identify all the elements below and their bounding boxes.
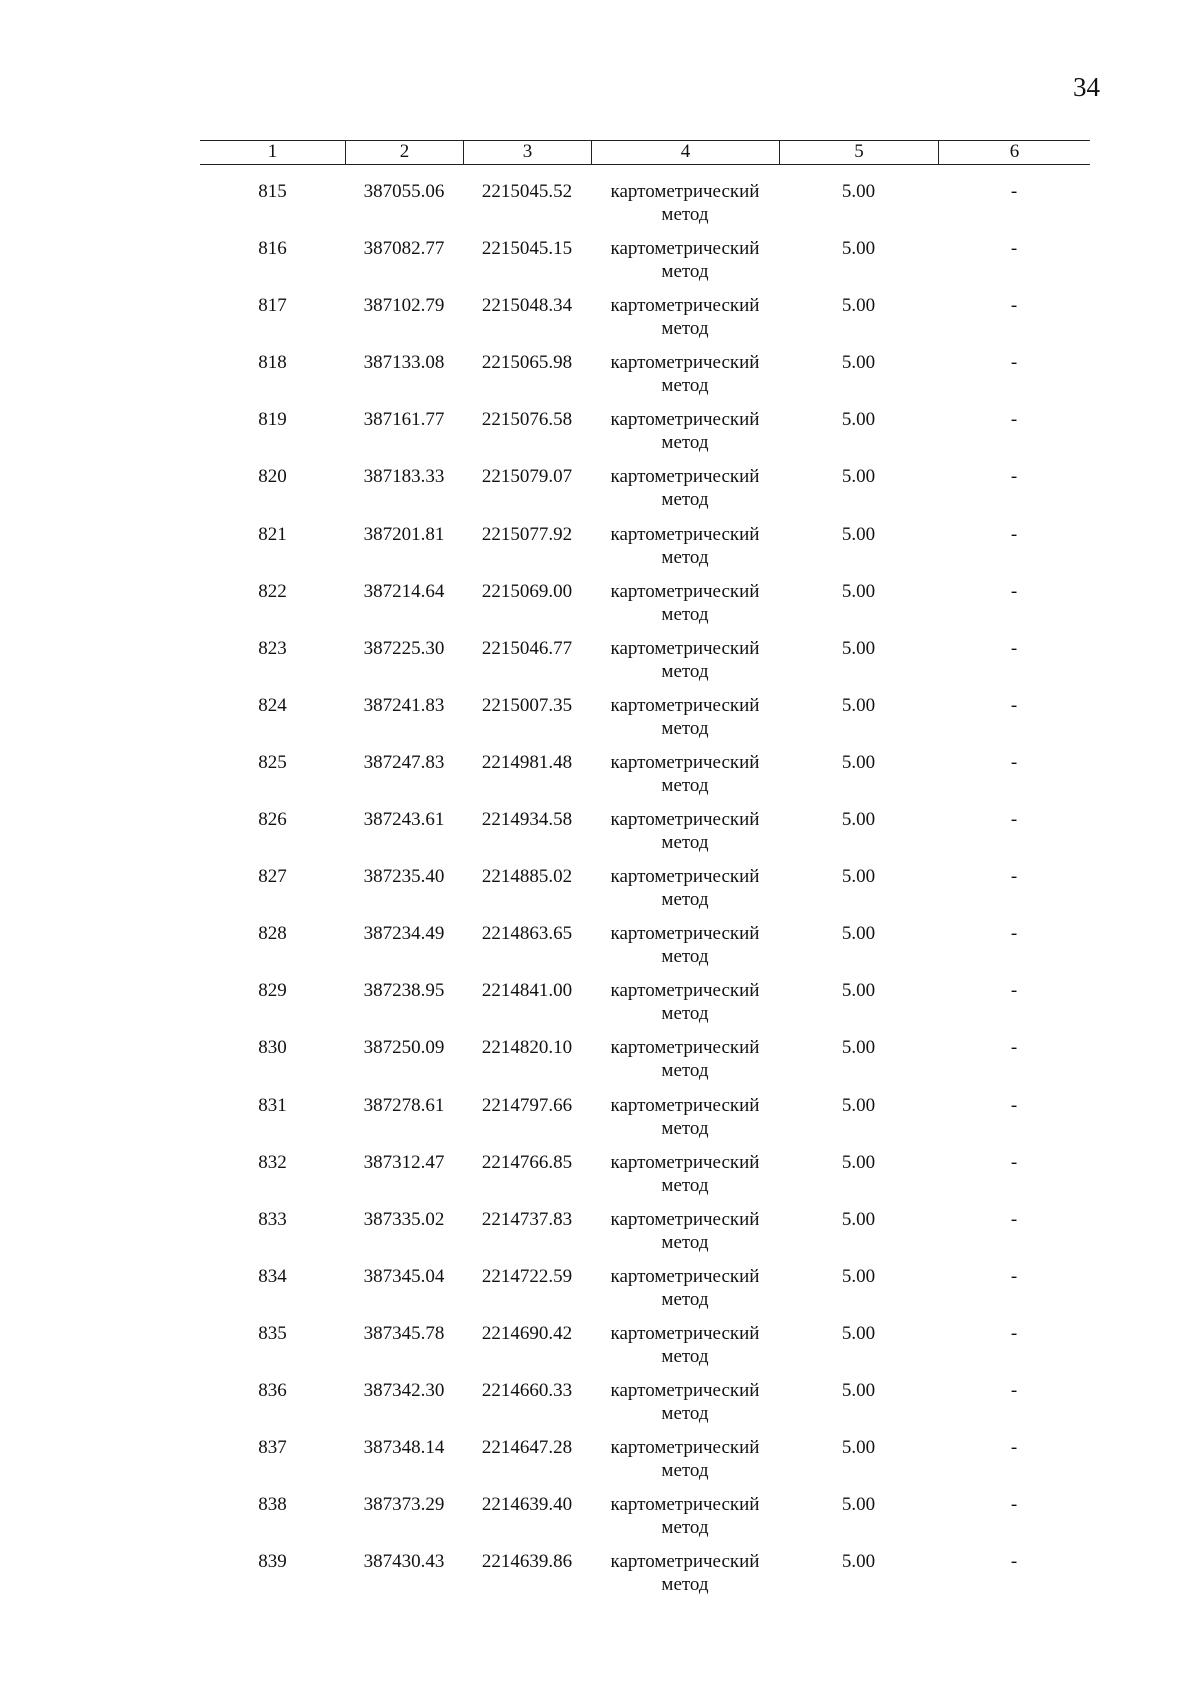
method-text: картометрический	[610, 980, 760, 1002]
coordinate-y: 2214639.40	[481, 1494, 573, 1516]
method-text: картометрический	[610, 1379, 760, 1401]
method-text: картометрический	[610, 1094, 760, 1116]
accuracy-value: 5.00	[841, 1037, 876, 1059]
coordinate-x: 387055.06	[363, 181, 445, 202]
note-value: -	[1010, 1151, 1018, 1173]
coordinate-y: 2215079.07	[481, 466, 573, 488]
table-row	[200, 751, 1090, 808]
method-text: метод	[661, 204, 709, 225]
coordinate-y: 2215069.00	[481, 580, 573, 602]
coordinate-x: 387250.09	[363, 1037, 445, 1059]
note-value: -	[1010, 352, 1018, 374]
note-value: -	[1010, 409, 1018, 431]
method-text: картометрический	[610, 295, 760, 317]
accuracy-value: 5.00	[841, 1437, 876, 1459]
page-number: 34	[1073, 72, 1100, 102]
note-value: -	[1010, 523, 1018, 545]
point-number: 816	[258, 238, 287, 260]
method-text: картометрический	[610, 409, 760, 431]
method-text: метод	[661, 1574, 709, 1596]
method-cell	[591, 637, 779, 694]
method-cell	[591, 180, 779, 237]
point-number: 831	[258, 1094, 287, 1116]
method-text: картометрический	[610, 1437, 760, 1459]
table-row	[200, 1436, 1090, 1493]
method-cell	[591, 922, 779, 979]
note-value: -	[1010, 923, 1018, 945]
method-text: метод	[661, 1345, 709, 1367]
point-number: 817	[258, 295, 287, 317]
point-number: 830	[258, 1037, 287, 1059]
accuracy-value: 5.00	[841, 352, 876, 374]
coordinate-x: 387201.81	[363, 523, 445, 545]
point-number: 821	[258, 523, 287, 545]
accuracy-value: 5.00	[841, 751, 876, 773]
point-number: 815	[258, 181, 287, 202]
coordinate-x: 387238.95	[363, 980, 445, 1002]
coordinate-y: 2215045.15	[481, 238, 573, 260]
table-row	[200, 637, 1090, 694]
column-header-5: 5	[779, 141, 938, 164]
method-text: метод	[661, 1060, 709, 1082]
point-number: 826	[258, 809, 287, 831]
method-cell	[591, 1322, 779, 1379]
accuracy-value: 5.00	[841, 1494, 876, 1516]
method-text: картометрический	[610, 523, 760, 545]
note-value: -	[1010, 1379, 1018, 1401]
table-row	[200, 1379, 1090, 1436]
coordinate-x: 387278.61	[363, 1094, 445, 1116]
accuracy-value: 5.00	[841, 1551, 876, 1573]
table-row	[200, 523, 1090, 580]
method-text: картометрический	[610, 751, 760, 773]
note-value: -	[1010, 1437, 1018, 1459]
table-row	[200, 237, 1090, 294]
coordinate-y: 2214737.83	[481, 1208, 573, 1230]
point-number: 827	[258, 866, 287, 888]
point-number: 835	[258, 1322, 287, 1344]
accuracy-value: 5.00	[841, 409, 876, 431]
point-number: 838	[258, 1494, 287, 1516]
coordinate-x: 387082.77	[363, 238, 445, 260]
method-cell	[591, 294, 779, 351]
method-text: метод	[661, 318, 709, 340]
note-value: -	[1010, 809, 1018, 831]
method-text: картометрический	[610, 238, 760, 260]
point-number: 820	[258, 466, 287, 488]
table-row	[200, 979, 1090, 1036]
coordinate-x: 387183.33	[363, 466, 445, 488]
method-text: метод	[661, 1288, 709, 1310]
column-header-4: 4	[591, 141, 779, 164]
method-text: метод	[661, 717, 709, 739]
table-row	[200, 1208, 1090, 1265]
accuracy-value: 5.00	[841, 466, 876, 488]
table-row	[200, 694, 1090, 751]
coordinate-x: 387234.49	[363, 923, 445, 945]
method-text: метод	[661, 946, 709, 968]
note-value: -	[1010, 1037, 1018, 1059]
point-number: 828	[258, 923, 287, 945]
point-number: 829	[258, 980, 287, 1002]
method-cell	[591, 1379, 779, 1436]
coordinate-y: 2214820.10	[481, 1037, 573, 1059]
coordinate-y: 2215076.58	[481, 409, 573, 431]
method-cell	[591, 979, 779, 1036]
table-row	[200, 1550, 1090, 1607]
table-row	[200, 408, 1090, 465]
coordinate-x: 387345.78	[363, 1322, 445, 1344]
coordinate-x: 387348.14	[363, 1437, 445, 1459]
method-cell	[591, 865, 779, 922]
note-value: -	[1010, 1208, 1018, 1230]
accuracy-value: 5.00	[841, 295, 876, 317]
method-text: метод	[661, 1460, 709, 1482]
note-value: -	[1010, 980, 1018, 1002]
accuracy-value: 5.00	[841, 1094, 876, 1116]
method-text: метод	[661, 546, 709, 568]
accuracy-value: 5.00	[841, 1322, 876, 1344]
point-number: 819	[258, 409, 287, 431]
coordinate-x: 387243.61	[363, 809, 445, 831]
table-row	[200, 1265, 1090, 1322]
table-row	[200, 1151, 1090, 1208]
note-value: -	[1010, 295, 1018, 317]
note-value: -	[1010, 694, 1018, 716]
coordinate-y: 2215077.92	[481, 523, 573, 545]
coordinate-x: 387241.83	[363, 694, 445, 716]
method-cell	[591, 1493, 779, 1550]
method-text: метод	[661, 1517, 709, 1539]
point-number: 825	[258, 751, 287, 773]
table-row	[200, 294, 1090, 351]
method-text: картометрический	[610, 1322, 760, 1344]
method-text: метод	[661, 889, 709, 911]
point-number: 837	[258, 1437, 287, 1459]
coordinate-x: 387214.64	[363, 580, 445, 602]
table-row	[200, 1094, 1090, 1151]
note-value: -	[1010, 181, 1018, 202]
method-text: картометрический	[610, 1551, 760, 1573]
coordinate-y: 2215046.77	[481, 637, 573, 659]
coordinate-x: 387247.83	[363, 751, 445, 773]
accuracy-value: 5.00	[841, 580, 876, 602]
method-text: метод	[661, 832, 709, 854]
method-cell	[591, 351, 779, 408]
column-header-1: 1	[267, 141, 278, 162]
coordinate-x: 387133.08	[363, 352, 445, 374]
accuracy-value: 5.00	[841, 1379, 876, 1401]
accuracy-value: 5.00	[841, 523, 876, 545]
coordinate-y: 2214841.00	[481, 980, 573, 1002]
method-cell	[591, 1151, 779, 1208]
note-value: -	[1010, 466, 1018, 488]
column-header-3: 3	[463, 141, 591, 164]
note-value: -	[1010, 1094, 1018, 1116]
table-row	[200, 1036, 1090, 1093]
accuracy-value: 5.00	[841, 238, 876, 260]
coordinate-y: 2214797.66	[481, 1094, 573, 1116]
method-text: метод	[661, 1117, 709, 1139]
method-text: картометрический	[610, 866, 760, 888]
method-cell	[591, 1036, 779, 1093]
method-cell	[591, 1265, 779, 1322]
coordinate-y: 2214690.42	[481, 1322, 573, 1344]
table-row	[200, 351, 1090, 408]
coordinate-y: 2214981.48	[481, 751, 573, 773]
accuracy-value: 5.00	[841, 181, 876, 202]
method-text: метод	[661, 432, 709, 454]
method-text: картометрический	[610, 637, 760, 659]
point-number: 824	[258, 694, 287, 716]
coordinate-y: 2214660.33	[481, 1379, 573, 1401]
column-header-2: 2	[345, 141, 463, 164]
method-text: метод	[661, 774, 709, 796]
coordinate-y: 2214639.86	[481, 1551, 573, 1573]
accuracy-value: 5.00	[841, 1208, 876, 1230]
method-text: картометрический	[610, 809, 760, 831]
method-text: картометрический	[610, 1494, 760, 1516]
method-text: метод	[661, 660, 709, 682]
method-text: картометрический	[610, 694, 760, 716]
method-text: картометрический	[610, 1265, 760, 1287]
note-value: -	[1010, 1322, 1018, 1344]
method-cell	[591, 808, 779, 865]
coordinate-x: 387235.40	[363, 866, 445, 888]
method-text: метод	[661, 1231, 709, 1253]
coordinate-x: 387430.43	[363, 1551, 445, 1573]
coordinate-y: 2214863.65	[481, 923, 573, 945]
method-cell	[591, 1550, 779, 1607]
coordinate-x: 387312.47	[363, 1151, 445, 1173]
table-row	[200, 465, 1090, 522]
method-cell	[591, 408, 779, 465]
note-value: -	[1010, 1551, 1018, 1573]
note-value: -	[1010, 580, 1018, 602]
method-cell	[591, 694, 779, 751]
accuracy-value: 5.00	[841, 923, 876, 945]
method-text: картометрический	[610, 923, 760, 945]
coordinate-y: 2215007.35	[481, 694, 573, 716]
note-value: -	[1010, 1265, 1018, 1287]
coordinate-y: 2215048.34	[481, 295, 573, 317]
table-row	[200, 922, 1090, 979]
coordinate-x: 387161.77	[363, 409, 445, 431]
method-text: метод	[661, 261, 709, 283]
table-row	[200, 808, 1090, 865]
table-body	[200, 180, 1090, 1607]
method-text: метод	[661, 375, 709, 397]
table-row	[200, 1493, 1090, 1550]
note-value: -	[1010, 751, 1018, 773]
coordinate-y: 2215045.52	[481, 181, 573, 202]
method-text: картометрический	[610, 1151, 760, 1173]
table-row	[200, 1322, 1090, 1379]
coordinate-x: 387102.79	[363, 295, 445, 317]
method-cell	[591, 1094, 779, 1151]
method-cell	[591, 1208, 779, 1265]
accuracy-value: 5.00	[841, 637, 876, 659]
method-cell	[591, 580, 779, 637]
coordinate-x: 387373.29	[363, 1494, 445, 1516]
column-header-6: 6	[938, 141, 1090, 164]
accuracy-value: 5.00	[841, 866, 876, 888]
note-value: -	[1010, 1494, 1018, 1516]
method-text: картометрический	[610, 1208, 760, 1230]
coordinate-x: 387335.02	[363, 1208, 445, 1230]
table-row	[200, 865, 1090, 922]
method-text: картометрический	[610, 1037, 760, 1059]
coordinate-y: 2214647.28	[481, 1437, 573, 1459]
accuracy-value: 5.00	[841, 694, 876, 716]
table-row	[200, 580, 1090, 637]
note-value: -	[1010, 238, 1018, 260]
coordinate-y: 2214766.85	[481, 1151, 573, 1173]
coordinate-x: 387225.30	[363, 637, 445, 659]
coordinate-y: 2214885.02	[481, 866, 573, 888]
accuracy-value: 5.00	[841, 1265, 876, 1287]
coordinate-x: 387345.04	[363, 1265, 445, 1287]
point-number: 818	[258, 352, 287, 374]
method-cell	[591, 751, 779, 808]
accuracy-value: 5.00	[841, 1151, 876, 1173]
point-number: 834	[258, 1265, 287, 1287]
point-number: 839	[258, 1551, 287, 1573]
table-header	[200, 140, 1090, 165]
method-cell	[591, 237, 779, 294]
method-text: картометрический	[610, 580, 760, 602]
coordinate-x: 387342.30	[363, 1379, 445, 1401]
accuracy-value: 5.00	[841, 980, 876, 1002]
table-row	[200, 180, 1090, 237]
accuracy-value: 5.00	[841, 809, 876, 831]
point-number: 822	[258, 580, 287, 602]
method-text: метод	[661, 603, 709, 625]
method-text: метод	[661, 1174, 709, 1196]
coordinate-y: 2214934.58	[481, 809, 573, 831]
method-cell	[591, 1436, 779, 1493]
coordinate-y: 2214722.59	[481, 1265, 573, 1287]
method-text: картометрический	[610, 466, 760, 488]
method-text: метод	[661, 1003, 709, 1025]
method-cell	[591, 465, 779, 522]
note-value: -	[1010, 637, 1018, 659]
method-text: метод	[661, 489, 709, 511]
point-number: 836	[258, 1379, 287, 1401]
method-text: картометрический	[610, 352, 760, 374]
method-cell	[591, 523, 779, 580]
method-text: картометрический	[610, 181, 760, 202]
point-number: 833	[258, 1208, 287, 1230]
method-text: метод	[661, 1402, 709, 1424]
point-number: 832	[258, 1151, 287, 1173]
point-number: 823	[258, 637, 287, 659]
note-value: -	[1010, 866, 1018, 888]
coordinate-y: 2215065.98	[481, 352, 573, 374]
